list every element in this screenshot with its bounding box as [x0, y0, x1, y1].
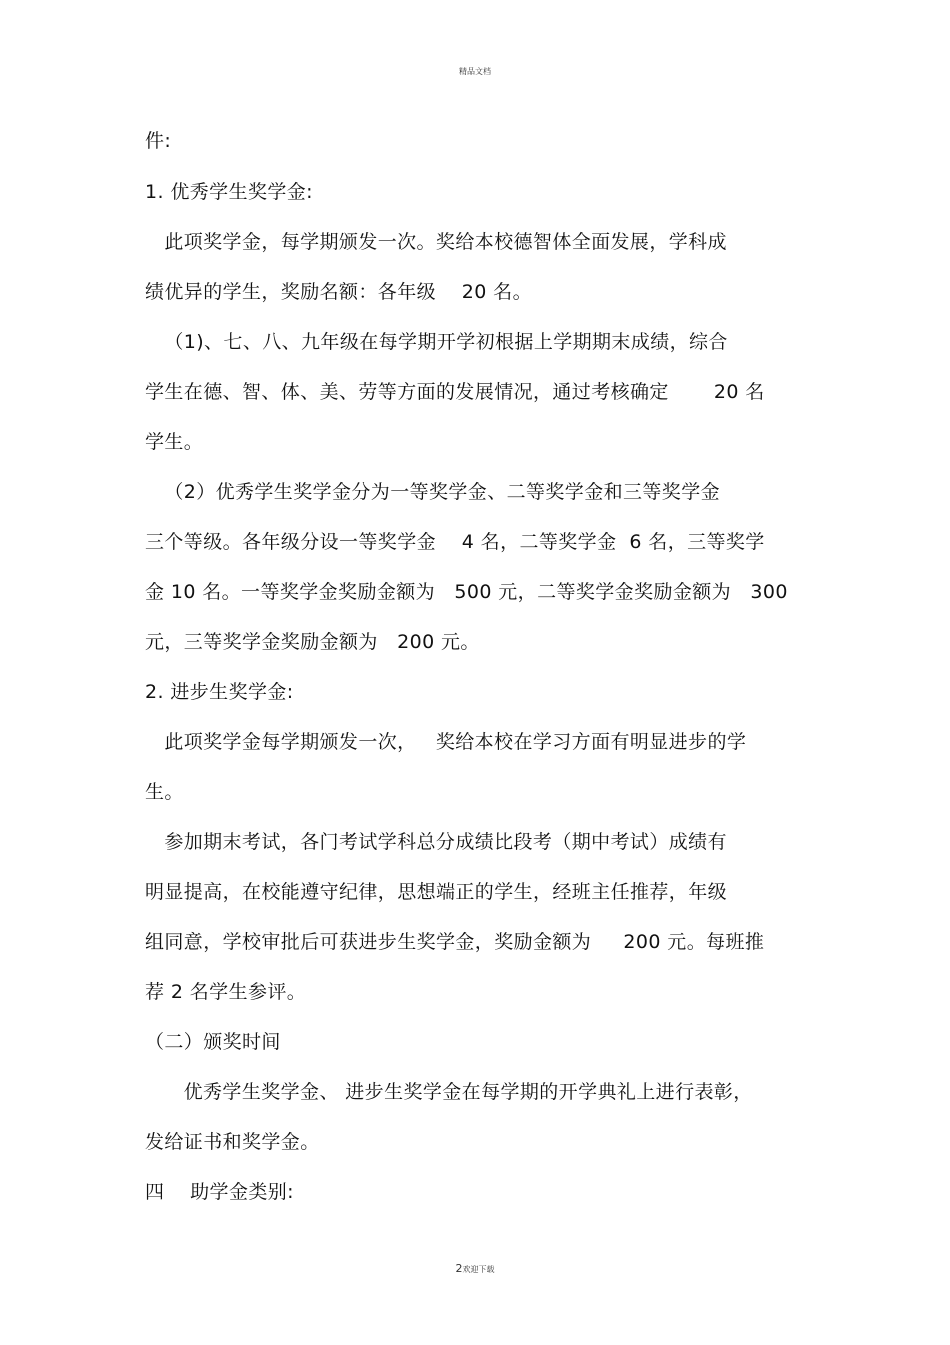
text-line: 绩优异的学生，奖励名额：各年级 20 名。 — [145, 281, 532, 303]
text-line: 生。 — [145, 781, 184, 803]
text-line: 发给证书和奖学金。 — [145, 1131, 320, 1153]
text-line: （2）优秀学生奖学金分为一等奖学金、二等奖学金和三等奖学金 — [145, 481, 721, 503]
footer-text: 欢迎下载 — [462, 1265, 495, 1274]
page-number: 2 — [455, 1262, 463, 1275]
text-line: 此项奖学金，每学期颁发一次。奖给本校德智体全面发展，学科成 — [145, 231, 727, 253]
text-line: 学生。 — [145, 431, 204, 453]
text-line: 三个等级。各年级分设一等奖学金 4 名，二等奖学金 6 名，三等奖学 — [145, 531, 765, 553]
section-heading: 1. 优秀学生奖学金: — [145, 181, 313, 203]
text-line: 荐 2 名学生参评。 — [145, 981, 307, 1003]
text-line: 此项奖学金每学期颁发一次， 奖给本校在学习方面有明显进步的学 — [145, 731, 747, 753]
page-footer — [0, 1262, 950, 1275]
text-line: 优秀学生奖学金、 进步生奖学金在每学期的开学典礼上进行表彰， — [145, 1081, 753, 1103]
text-line: 学生在德、智、体、美、劳等方面的发展情况，通过考核确定 20 名 — [145, 381, 765, 403]
section-heading: （二）颁奖时间 — [145, 1031, 281, 1053]
text-line: 明显提高，在校能遵守纪律，思想端正的学生，经班主任推荐，年级 — [145, 881, 728, 903]
section-heading: 2. 进步生奖学金: — [145, 681, 294, 703]
section-heading: 四 助学金类别: — [145, 1181, 294, 1203]
page-header: 精品文档 — [459, 67, 491, 76]
text-line: 件: — [145, 130, 172, 152]
text-line: （1)、七、八、九年级在每学期开学初根据上学期期末成绩，综合 — [145, 331, 728, 353]
text-line: 参加期末考试，各门考试学科总分成绩比段考（期中考试）成绩有 — [145, 831, 727, 853]
text-line: 组同意，学校审批后可获进步生奖学金，奖励金额为 200 元。每班推 — [145, 931, 765, 953]
text-line: 元，三等奖学金奖励金额为 200 元。 — [145, 631, 480, 653]
text-line: 金 10 名。一等奖学金奖励金额为 500 元，二等奖学金奖励金额为 300 — [145, 581, 788, 603]
